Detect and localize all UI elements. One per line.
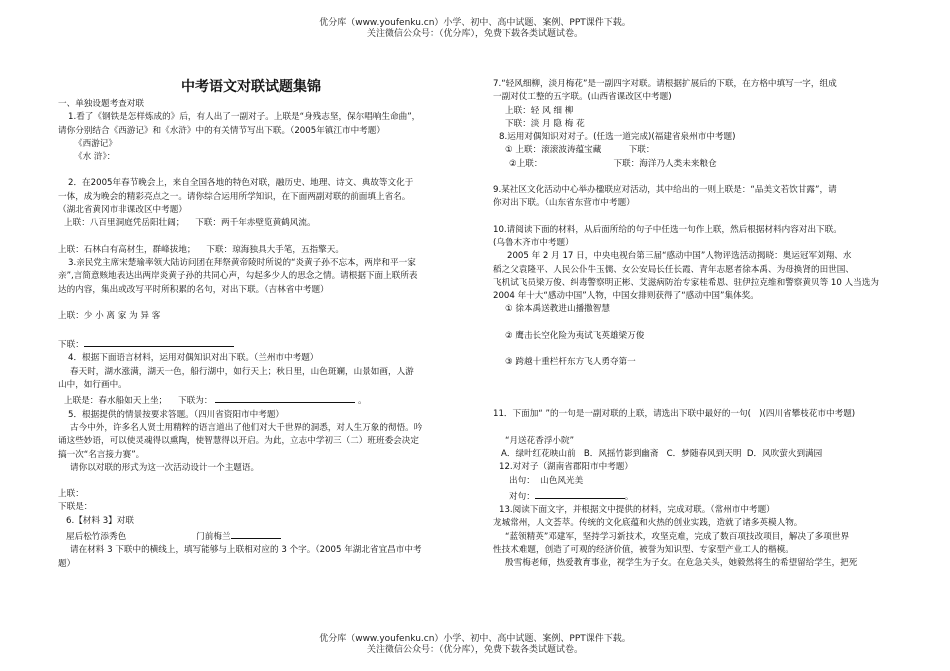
q5-line: 请你以对联的形式为这一次活动设计一个主题语。 — [70, 462, 260, 473]
q10-line: 10.请阅读下面的材料，从后面所给的句子中任选一句作上联，然后根据材料内容对出下联。 — [493, 224, 842, 235]
q4-line: 春天时，湖水涨满，湖天一色，船行湖中，如行天上；秋日里，山色斑斓，山景如画，人游 — [70, 366, 414, 377]
q2-line: 2．在2005年春节晚会上，来自全国各地的特色对联，融历史、地理、诗文、典故等文化于 — [68, 178, 414, 189]
right-column — [493, 78, 893, 571]
q11-upper: “月送花香浮小院” — [505, 435, 575, 446]
q5-line: 搞一次“名言接力赛”。 — [58, 449, 145, 460]
q11-options: A．绿叶红花映山前 B．风摇竹影到幽斋 C．梦随春风到天明 D．风吹萤火到满园 — [501, 448, 823, 459]
q3-lower — [58, 336, 444, 352]
q8-option-1: ① 上联：滚滚波涛蕴宝藏 下联： — [505, 145, 655, 156]
q13-line: 13.阅读下面文字，并根据文中提供的材料，完成对联。（常州市中考题） — [499, 505, 775, 516]
q13-line: “蓝领精英”邓建军，坚持学习新技术，攻坚克难，完成了数百项技改项目，解决了多项世界 — [505, 531, 850, 542]
q1-line: 请你分别结合《西游记》和《水浒》中的有关情节写出下联。（2005年镇江市中考题） — [58, 125, 385, 136]
q3-upper: 上联：少 小 离 家 为 异 客 — [58, 310, 161, 321]
q1-shuihu: 《水 浒》： — [74, 152, 116, 163]
q3-line: 3.亲民党主席宋楚瑜率领大陆访问团在拜祭黄帝陵时所说的“炎黄子孙不忘本，两岸和平一家 — [68, 257, 416, 268]
q4-end-mark: 。 — [357, 396, 367, 407]
q10-line: 飞机试飞员梁万俊、纠毒警察明正彬、艾滋病防治专家桂希恩、驻伊拉克维和警察黄贝等 10 人当选为 — [493, 277, 879, 288]
page-header — [0, 18, 950, 40]
q10-line: 稻之父袁隆平、人民公仆牛玉儒、女公安局长任长霞、青年志愿者徐本禹、为母换肾的田世国、 — [493, 264, 854, 275]
q10-option-2: ② 鹰击长空化险为夷试飞英雄梁万俊 — [505, 330, 645, 341]
q6-lower: 门前梅兰 — [196, 532, 231, 543]
q2-couplet-1: 上联：八百里洞庭凭岳阳壮阔； 下联：两千年赤壁览黄鹤风流。 — [64, 218, 316, 229]
q5-line: 5．根据提供的情景按要求答题。（四川省资阳市中考题） — [68, 409, 285, 420]
q13-line: 殷雪梅老师，热爱教育事业，视学生为子女。在危急关头，她毅然将生的希望留给学生，把死 — [505, 558, 858, 569]
q10-option-1: ① 徐本禹送教进山播撒智慧 — [505, 304, 610, 315]
q6-answer-blank[interactable] — [231, 528, 281, 539]
q6-line: 6.【材料 3】对联 — [66, 515, 134, 526]
q2-couplet-2: 上联：石林白有高材生，群峰拔地； 下联：琼海独具大手笔，五指擎天。 — [58, 244, 344, 255]
q3-line: 亲”,言简意赅地表达出两岸炎黄子孙的共同心声，勾起多少人的思念之情。请根据下面上联所表 — [58, 271, 418, 282]
q11-line: 11．下面加“ ”的一句是一副对联的上联，请选出下联中最好的一句( )(四川省攀枝花市中考题) — [493, 409, 856, 420]
q4-line: 山中，如行画中。 — [58, 380, 127, 391]
q6-line: 题） — [58, 558, 76, 569]
q13-line: 龙城常州，人文荟萃。传统的文化底蕴和火热的创业实践，造就了诸多英模人物。 — [493, 518, 803, 529]
q7-line: 7.“轻风细柳，淡月梅花”是一副四字对联。请根据扩展后的下联，在方格中填写一字，组成 — [493, 79, 837, 89]
q12-lower-label: 对句： — [509, 491, 535, 502]
q5-lower: 下联是： — [58, 502, 93, 513]
q8-option-2: ②上联： 下联：海洋乃人类未来粮仓 — [509, 158, 717, 169]
q7-line: 一副对仗工整的五字联。(山西省课改区中考题) — [493, 92, 672, 103]
q8-line: 8.运用对偶知识对对子。(任选一道完成)(福建省泉州市中考题) — [499, 132, 736, 143]
q4-answer-blank[interactable] — [215, 392, 355, 403]
q5-line: 诵这些妙语，可以使灵魂得以熏陶，使智慧得以开启。为此，立志中学初三（二）班班委会决定 — [58, 436, 419, 447]
q5-upper: 上联： — [58, 489, 84, 500]
q12-lower — [493, 488, 893, 504]
q7-upper: 上联：轻 风 细 柳 — [505, 105, 574, 116]
q6-upper: 屋后松竹添秀色 — [66, 532, 127, 543]
footer-line-2: 关注微信公众号：（优分库），免费下载各类试题试卷。 — [366, 645, 583, 655]
q13-line: 性技术难题，创造了可观的经济价值，被誉为知识型、专家型产业工人的楷模。 — [493, 545, 794, 556]
q10-line: 2004 年十大“感动中国”人物，中国女排则获得了“感动中国”集体奖。 — [493, 291, 759, 302]
q12-end-mark: 。 — [624, 491, 634, 502]
q6-line: 请在材料 3 下联中的横线上，填写能够与上联相对应的 3 个字。（2005 年湖北省宜昌市中考 — [70, 545, 422, 556]
q3-line: 达的内容，集出或改写平时所积累的名句，对出下联。（吉林省中考题） — [58, 284, 329, 295]
page-footer — [0, 634, 950, 656]
header-line-2: 关注微信公众号：（优分库），免费下载各类试题试卷。 — [366, 29, 583, 39]
q9-line: 9.某社区文化活动中心举办楹联应对活动，其中给出的一则上联是：“品美文若饮甘露”，请 — [493, 185, 837, 196]
q10-option-3: ③ 跨越十重栏杆东方飞人勇夺第一 — [505, 357, 636, 368]
q3-lower-label: 下联： — [58, 340, 84, 351]
q2-line: 一体，成为晚会的精彩亮点之一。请你综合运用所学知识，在下面两副对联的前面填上省名。 — [58, 191, 411, 202]
q3-answer-blank[interactable] — [84, 336, 234, 347]
q4-line: 4．根据下面语言材料，运用对偶知识对出下联。（兰州市中考题） — [68, 353, 319, 364]
section-heading: 一、单独设题考查对联 — [58, 99, 144, 109]
q2-line: （湖北省黄冈市非课改区中考题） — [58, 205, 187, 216]
q4-lower-label: 下联为： — [178, 396, 213, 407]
q12-upper: 出句： 山色风光美 — [509, 475, 584, 486]
footer-line-1: 优分库（www.youfenku.cn）小学、初中、高中试题、案例、PPT课件下载。 — [319, 634, 631, 644]
q6-couplet — [58, 528, 444, 544]
q9-line: 你对出下联。（山东省东营市中考题） — [493, 198, 635, 209]
q10-line: (乌鲁木齐市中考题） — [493, 237, 574, 248]
q12-answer-blank[interactable] — [535, 488, 625, 499]
q1-line: 1.看了《钢铁是怎样炼成的》后，有人出了一副对子。上联是“身残志坚，保尔唱响生命曲”， — [68, 112, 421, 123]
q5-line: 古今中外，许多名人贤士用精粹的语言道出了他们对大千世界的洞悉，对人生万象的彻悟。吟 — [70, 422, 423, 433]
q12-line: 12.对对子（湖南省郡阳市中考题） — [499, 462, 633, 473]
q4-couplet — [58, 392, 444, 408]
left-column — [58, 62, 444, 571]
q7-lower: 下联：淡 月 隐 梅 花 — [505, 118, 585, 129]
q10-line: 2005 年 2 月 17 日，中央电视台第三届“感动中国”人物评选活动揭晓：奥运冠军刘翔、水 — [507, 251, 852, 262]
q1-xiyouji: 《西游记》 — [74, 138, 117, 149]
document-title: 中考语文对联试题集锦 — [181, 79, 321, 95]
header-line-1: 优分库（www.youfenku.cn）小学、初中、高中试题、案例、PPT课件下载。 — [319, 18, 631, 28]
q4-upper: 上联是：春水船如天上坐； — [64, 396, 168, 407]
